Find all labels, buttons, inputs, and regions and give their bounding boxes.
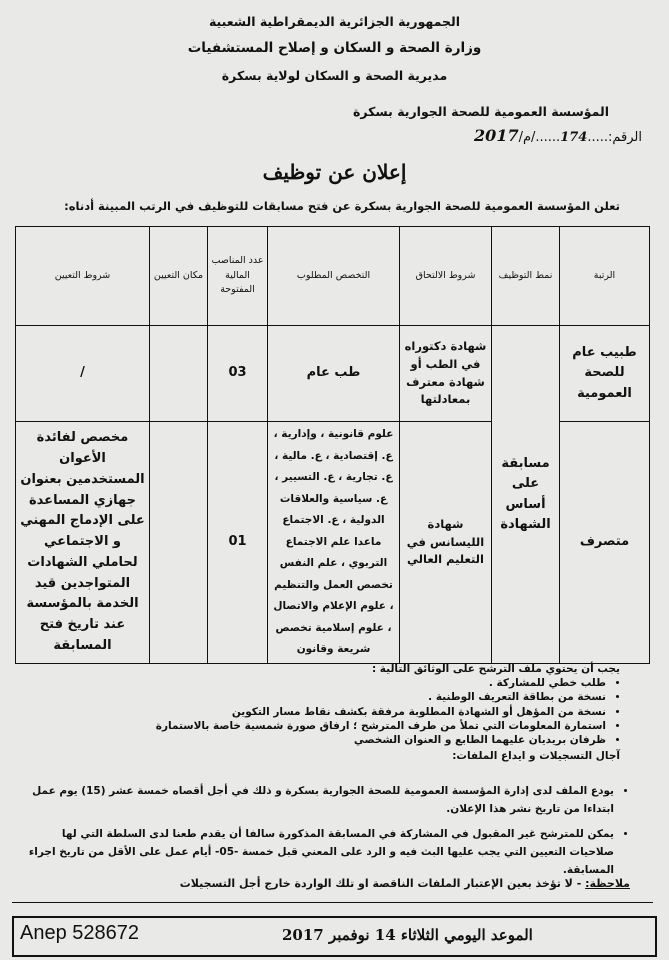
row2-conditions: شهادة الليسانس في التعليم العالي (400, 422, 492, 664)
deadline-text-2: • يمكن للمترشح غير المقبول في المشاركة في المسابقة المذكورة سالفا أن يقدم طعنا لدى السلطة التي لها صلاحيات التعيين التي يجب عليها البث فيه و الرد على المعني قبل خمسة -05- أيام عمل على الأقل من تاريخ اجراء المسابقة. (28, 826, 614, 880)
row2-place (150, 422, 208, 664)
table-header-row (16, 227, 650, 326)
divider (12, 902, 653, 903)
page-title: إعلان عن توظيف (262, 160, 407, 184)
row1-conditions: شهادة دكتوراه في الطب أو شهادة معترف بمعادلتها (400, 326, 492, 422)
reference-number: الرقم:.....174....../م/2017 (474, 126, 642, 145)
header-republic: الجمهورية الجزائرية الديمقراطية الشعبية (208, 14, 461, 29)
row1-appointment: / (16, 326, 150, 422)
document-item: • طلب خطي للمشاركة . (150, 676, 606, 690)
col-grade: الرتبة (560, 227, 650, 326)
documents-section (150, 662, 620, 763)
recruitment-mode: مسابقة على أساس الشهادة (492, 326, 560, 664)
deadline-paragraph-1 (28, 783, 628, 819)
col-appointment: شروط التعيين (16, 227, 150, 326)
deadlines-heading: آجال التسجيلات و ايداع الملفات: (452, 750, 620, 763)
anep-code: Anep 528672 (20, 922, 140, 944)
newspaper-line: الموعد اليومي الثلاثاء 14 نوفمبر 2017 (282, 926, 533, 944)
row2-grade: متصرف (560, 422, 650, 664)
table-row (16, 326, 650, 422)
col-conditions: شروط الالتحاق (400, 227, 492, 326)
col-mode: نمط التوظيف (492, 227, 560, 326)
document-item: • استمارة المعلومات التي تملأ من طرف المترشح ؛ ارفاق صورة شمسية خاصة بالاستمارة (150, 719, 606, 733)
intro-text: تعلن المؤسسة العمومية للصحة الجوارية بسكرة عن فتح مسابقات للتوظيف في الرتب المبينة أدناه: (64, 199, 620, 213)
institution-name: المؤسسة العمومية للصحة الجوارية بسكرة (353, 104, 609, 119)
documents-heading: يجب أن يحتوي ملف الترشح على الوثائق التالية : (371, 663, 620, 675)
col-specialty: التخصص المطلوب (268, 227, 400, 326)
reference-label: الرقم (612, 130, 642, 145)
header-ministry: وزارة الصحة و السكان و إصلاح المستشفيات (187, 40, 482, 56)
row1-specialty: طب عام (268, 326, 400, 422)
row2-appointment: مخصص لفائدة الأعوان المستخدمين بعنوان جهازي المساعدة على الإدماج المهني و الاجتماعي لحاملي الشهادات المتواجدين قيد الخدمة بالمؤسسة عند تاريخ فتح المسابقة (16, 422, 150, 664)
reference-year: 2017 (474, 126, 519, 145)
note-label: ملاحظة: (585, 877, 630, 890)
document-item: • نسخة من المؤهل أو الشهادة المطلوبة مرفقة بكشف نقاط مسار التكوين (150, 705, 606, 719)
document-item: • ظرفان بريديان عليهما الطابع و العنوان الشخصي (150, 733, 606, 747)
header-directorate: مديرية الصحة و السكان لولاية بسكرة (221, 68, 448, 83)
row1-place (150, 326, 208, 422)
row1-grade: طبيب عام للصحة العمومية (560, 326, 650, 422)
col-place: مكان التعيين (150, 227, 208, 326)
reference-handwritten: 174 (560, 130, 588, 145)
document-item: • نسخة من بطاقة التعريف الوطنية . (150, 690, 606, 704)
row1-posts: 03 (208, 326, 268, 422)
note-text: - لا تؤخذ بعين الإعتبار الملفات الناقصة او تلك الواردة خارج أجل التسجيلات (179, 877, 582, 890)
reference-slash: /م/ (518, 130, 536, 145)
row2-specialty: علوم قانونية ، وإدارية ، ع. إقتصادية ، ع. مالية ، ع. تجارية ، ع. التسيير ، ع. سياسية والعلاقات الدولية ، ع. الاجتماع ماعدا علم الاجتماع التربوي ، علم النفس تخصص العمل والتنظيم ، علوم الإعلام والاتصال ، علوم إسلامية تخصص شريعة وقانون (268, 422, 400, 664)
deadline-paragraph-2 (28, 826, 628, 880)
deadline-text-1: • يودع الملف لدى إدارة المؤسسة العمومية للصحة الجوارية بسكرة و ذلك في أجل أقصاه خمسة عشر (15) يوم عمل ابتداءا من تاريخ نشر هذا الإعلان. (28, 783, 614, 819)
note-line (40, 877, 630, 892)
col-posts: عدد المناصب المالية المفتوحة (208, 227, 268, 326)
recruitment-table (15, 226, 650, 664)
row2-posts: 01 (208, 422, 268, 664)
